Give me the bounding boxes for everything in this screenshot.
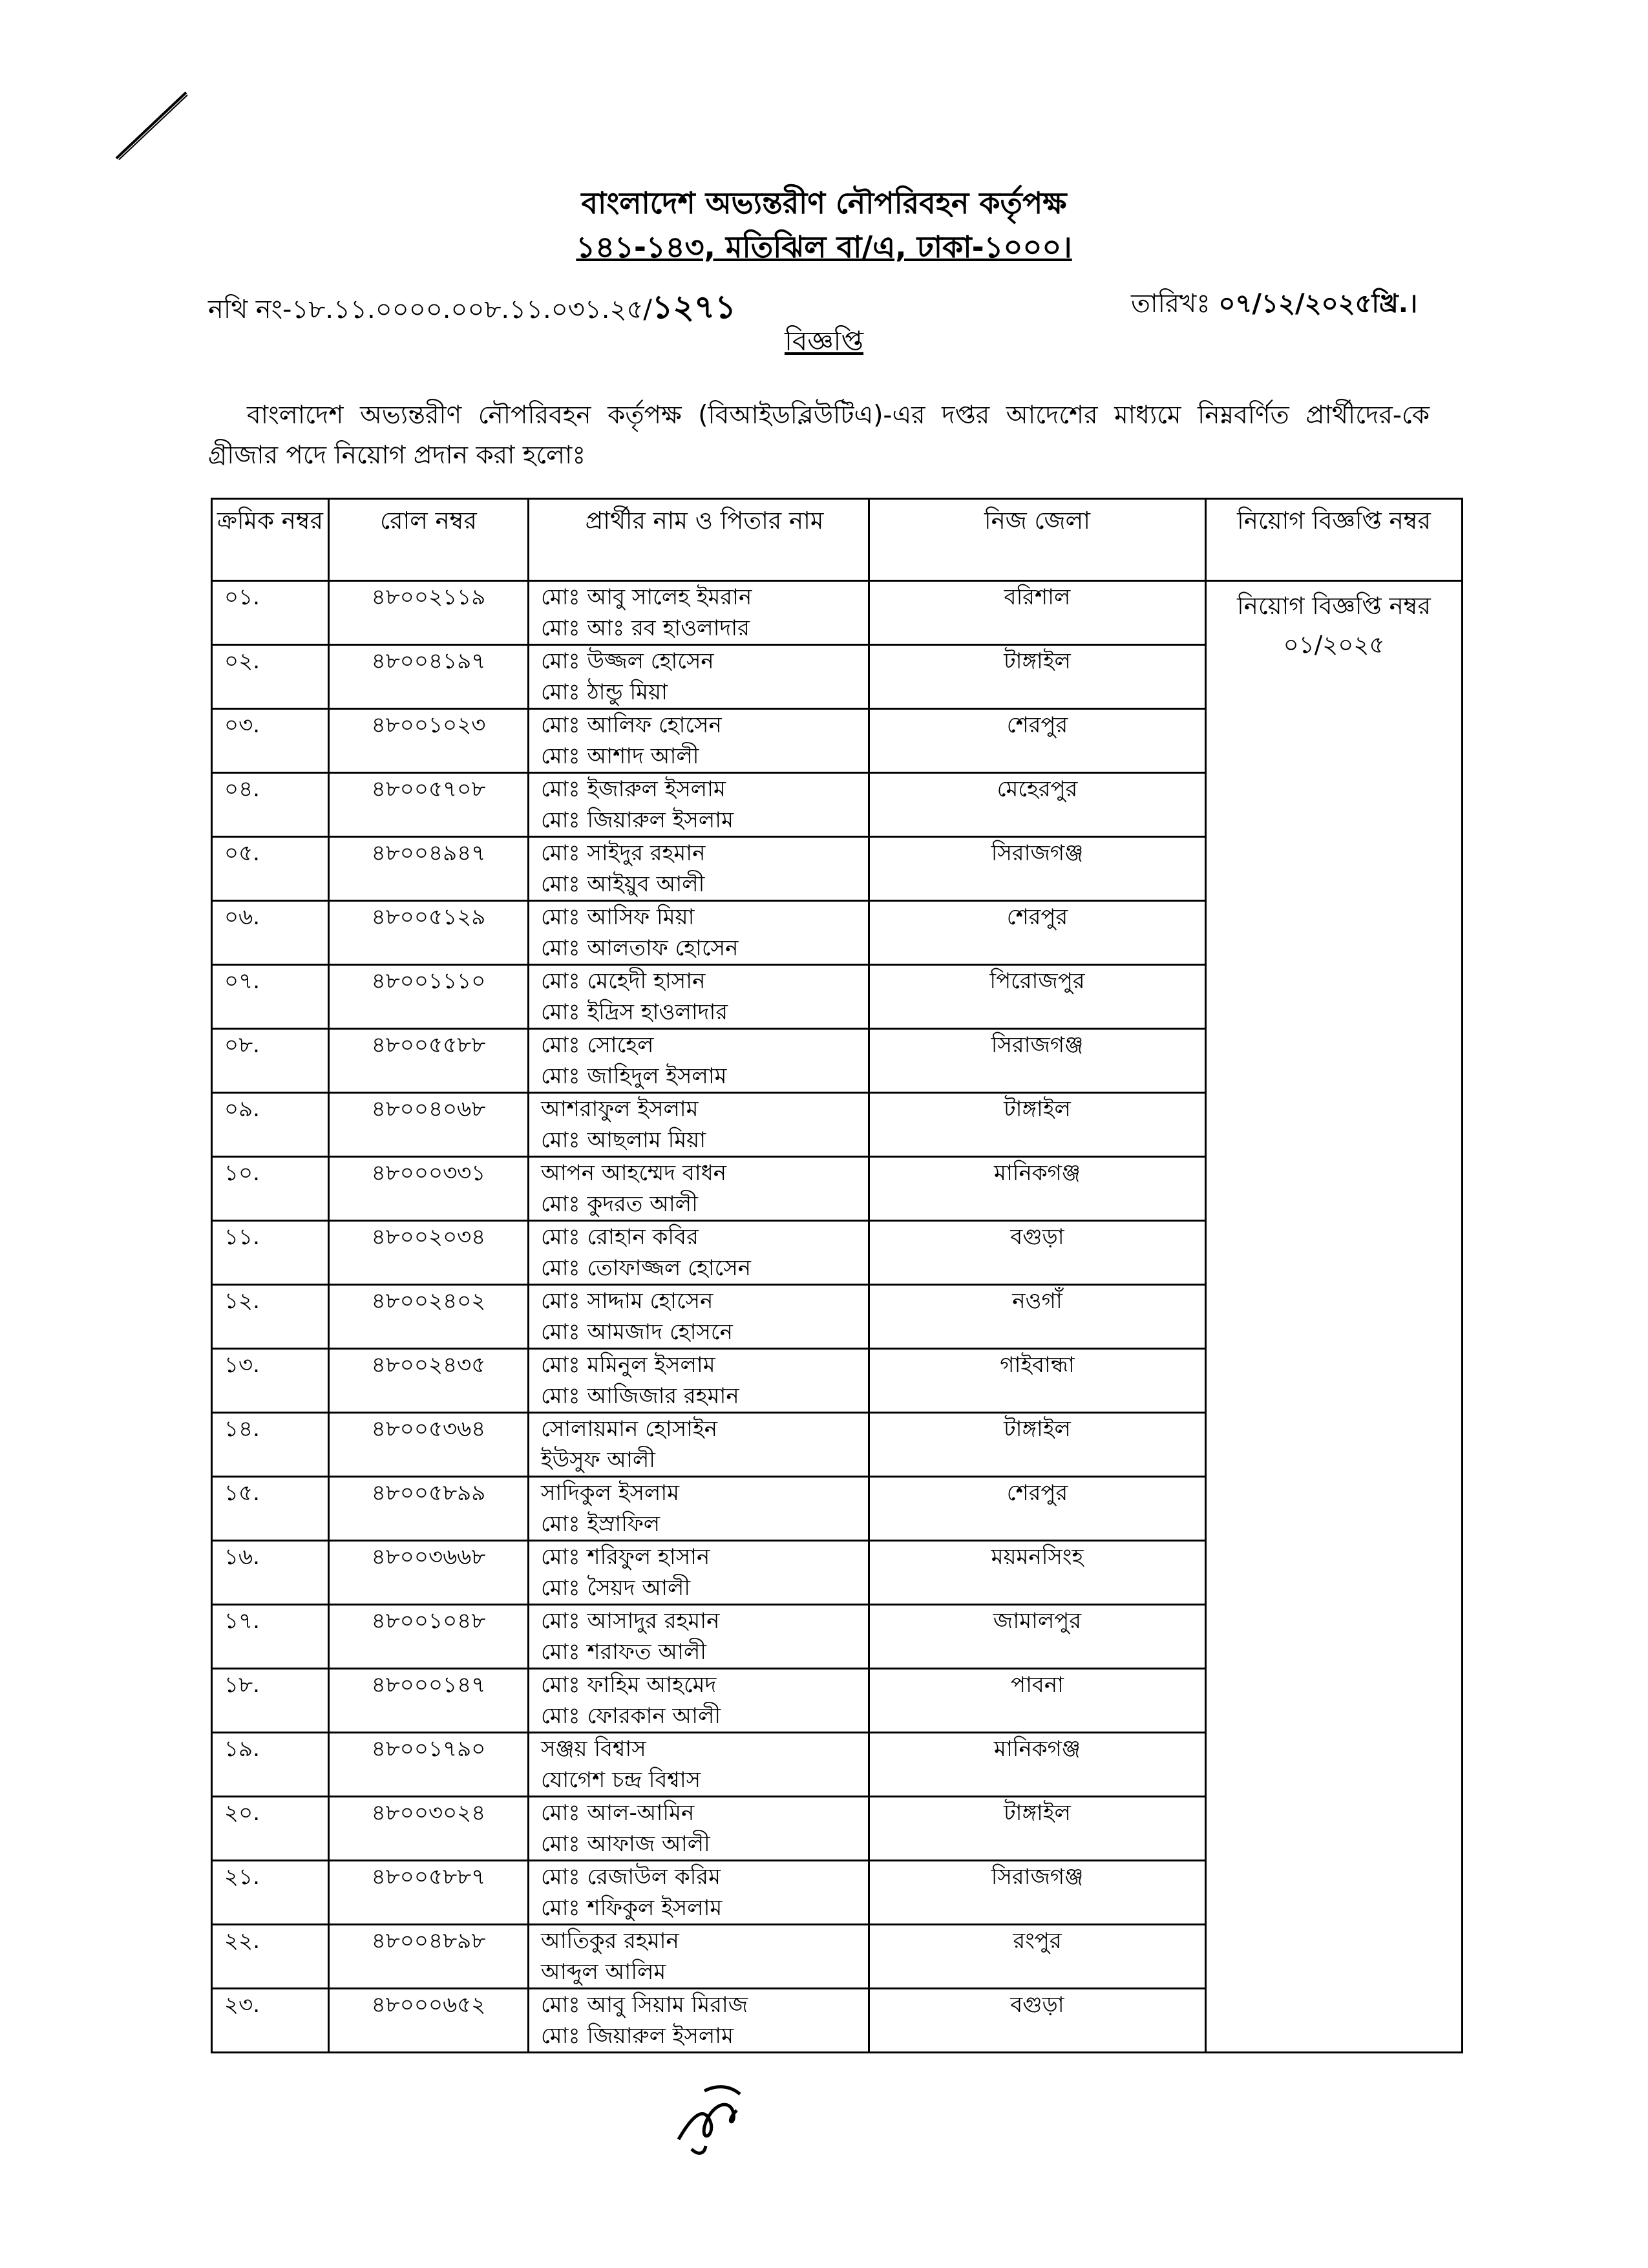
father-name: মোঃ ইস্রাফিল xyxy=(541,1511,660,1537)
roll-cell-text: ৪৮০০০৬৫২ xyxy=(371,1992,486,2018)
district-cell xyxy=(869,837,1206,901)
roll-cell xyxy=(329,901,529,965)
serial-cell-text: ০৯. xyxy=(224,1096,260,1122)
roll-cell-text: ৪৮০০৪৮৯৮ xyxy=(371,1928,486,1954)
candidate-name: আশরাফুল ইসলাম xyxy=(541,1096,699,1122)
district-cell xyxy=(869,1413,1206,1477)
organization-name: বাংলাদেশ অভ্যন্তরীণ নৌপরিবহন কর্তৃপক্ষ xyxy=(581,185,1067,220)
district-cell-text: গাইবান্ধা xyxy=(1000,1352,1075,1378)
name-cell xyxy=(529,1349,869,1413)
roll-cell xyxy=(329,1733,529,1797)
name-cell xyxy=(529,1541,869,1605)
roll-cell-text: ৪৮০০৫৮৯৯ xyxy=(371,1480,486,1506)
father-name: মোঃ আলতাফ হোসেন xyxy=(541,935,739,961)
district-cell xyxy=(869,773,1206,837)
father-name: মোঃ ফোরকান আলী xyxy=(541,1703,721,1729)
name-cell xyxy=(529,773,869,837)
serial-cell-text: ০৪. xyxy=(224,776,260,802)
district-cell-text: শেরপুর xyxy=(1006,1480,1068,1506)
serial-cell xyxy=(212,773,329,837)
district-cell xyxy=(869,1605,1206,1669)
name-cell xyxy=(529,645,869,709)
father-name: মোঃ কুদরত আলী xyxy=(541,1191,698,1217)
candidate-name: মোঃ আল-আমিন xyxy=(541,1800,695,1826)
father-name: মোঃ আঃ রব হাওলাদার xyxy=(541,615,750,641)
col-name: প্রার্থীর নাম ও পিতার নাম xyxy=(529,499,869,581)
roll-cell xyxy=(329,1093,529,1157)
roll-cell-text: ৪৮০০৪০৬৮ xyxy=(371,1096,486,1122)
roll-cell-text: ৪৮০০৪৯৪৭ xyxy=(371,840,486,866)
serial-cell-text: ০১. xyxy=(224,584,260,610)
col-serial: ক্রমিক নম্বর xyxy=(212,499,329,581)
serial-cell-text: ০৮. xyxy=(224,1032,260,1058)
district-cell-text: টাঙ্গাইল xyxy=(1004,1416,1071,1442)
district-cell-text: ময়মনসিংহ xyxy=(991,1544,1084,1570)
circular-cell xyxy=(1206,581,1463,2053)
father-name: মোঃ আমজাদ হোসনে xyxy=(541,1319,733,1345)
district-cell-text: পিরোজপুর xyxy=(989,968,1085,994)
roll-cell xyxy=(329,645,529,709)
district-cell xyxy=(869,1669,1206,1733)
district-cell xyxy=(869,1157,1206,1221)
candidate-name: সাদিকুল ইসলাম xyxy=(541,1480,680,1506)
father-name: মোঃ আছলাম মিয়া xyxy=(541,1127,706,1153)
candidate-name: মোঃ আবু সিয়াম মিরাজ xyxy=(541,1992,748,2018)
father-name: যোগেশ চন্দ্র বিশ্বাস xyxy=(541,1767,701,1793)
serial-cell-text: ২৩. xyxy=(224,1992,260,2018)
district-cell xyxy=(869,965,1206,1029)
district-cell-text: বগুড়া xyxy=(1010,1224,1064,1250)
roll-cell-text: ৪৮০০০৩৩১ xyxy=(371,1160,486,1186)
serial-cell-text: ০২. xyxy=(224,648,260,674)
serial-cell xyxy=(212,1861,329,1925)
district-cell xyxy=(869,1989,1206,2053)
district-cell-text: সিরাজগঞ্জ xyxy=(991,1032,1084,1058)
father-name: মোঃ জিয়ারুল ইসলাম xyxy=(541,807,734,833)
roll-cell xyxy=(329,1029,529,1093)
district-cell-text: মানিকগঞ্জ xyxy=(994,1160,1081,1186)
father-name: মোঃ ইদ্রিস হাওলাদার xyxy=(541,999,728,1025)
father-name: মোঃ তোফাজ্জল হোসেন xyxy=(541,1255,752,1281)
district-cell-text: টাঙ্গাইল xyxy=(1004,1800,1071,1826)
roll-cell xyxy=(329,1861,529,1925)
candidate-name: মোঃ আসাদুর রহমান xyxy=(541,1608,720,1634)
district-cell-text: মানিকগঞ্জ xyxy=(994,1736,1081,1762)
roll-cell xyxy=(329,1157,529,1221)
candidate-name: মোঃ শরিফুল হাসান xyxy=(541,1544,710,1570)
roll-cell-text: ৪৮০০১১১০ xyxy=(371,968,486,994)
serial-cell xyxy=(212,1989,329,2053)
name-cell xyxy=(529,965,869,1029)
roll-cell xyxy=(329,1669,529,1733)
district-cell xyxy=(869,1797,1206,1861)
col-circular: নিয়োগ বিজ্ঞপ্তি নম্বর xyxy=(1206,499,1463,581)
candidate-name: মোঃ রোহান কবির xyxy=(541,1224,699,1250)
father-name: মোঃ সৈয়দ আলী xyxy=(541,1575,691,1601)
roll-cell-text: ৪৮০০১৭৯০ xyxy=(371,1736,486,1762)
serial-cell-text: ১৬. xyxy=(224,1544,260,1570)
district-cell xyxy=(869,581,1206,645)
district-cell xyxy=(869,1221,1206,1285)
roll-cell-text: ৪৮০০১০২৩ xyxy=(371,712,486,738)
serial-cell xyxy=(212,1797,329,1861)
serial-cell xyxy=(212,645,329,709)
serial-cell-text: ১৭. xyxy=(224,1608,260,1634)
serial-cell-text: ০৩. xyxy=(224,712,260,738)
roll-cell xyxy=(329,1349,529,1413)
serial-cell-text: ১২. xyxy=(224,1288,260,1314)
serial-cell xyxy=(212,1669,329,1733)
father-name: ইউসুফ আলী xyxy=(541,1447,656,1473)
roll-cell xyxy=(329,1605,529,1669)
district-cell-text: জামালপুর xyxy=(993,1608,1082,1634)
serial-cell-text: ২২. xyxy=(224,1928,260,1954)
serial-cell xyxy=(212,709,329,773)
roll-cell-text: ৪৮০০৫৮৮৭ xyxy=(371,1864,486,1890)
candidate-name: সোলায়মান হোসাইন xyxy=(541,1416,717,1442)
roll-cell-text: ৪৮০০৩০২৪ xyxy=(371,1800,486,1826)
roll-cell-text: ৪৮০০২১১৯ xyxy=(371,584,486,610)
name-cell xyxy=(529,1157,869,1221)
father-name: মোঃ শরাফত আলী xyxy=(541,1639,707,1665)
address-text: ১৪১-১৪৩, মতিঝিল বা/এ, ঢাকা-১০০০। xyxy=(576,229,1072,264)
name-cell xyxy=(529,901,869,965)
organization-address xyxy=(0,225,1648,274)
candidate-name: মোঃ সাদ্দাম হোসেন xyxy=(541,1288,713,1314)
roll-cell xyxy=(329,773,529,837)
name-cell xyxy=(529,1477,869,1541)
date-label: তারিখঃ xyxy=(1131,289,1219,319)
district-cell xyxy=(869,1029,1206,1093)
candidate-name: মোঃ আসিফ মিয়া xyxy=(541,904,695,930)
roll-cell-text: ৪৮০০১০৪৮ xyxy=(371,1608,486,1634)
candidate-name: মোঃ উজ্জল হোসেন xyxy=(541,648,714,674)
district-cell-text: সিরাজগঞ্জ xyxy=(991,1864,1084,1890)
candidate-name: মোঃ সাইদুর রহমান xyxy=(541,840,706,866)
roll-cell xyxy=(329,837,529,901)
roll-cell xyxy=(329,1797,529,1861)
father-name: মোঃ ঠান্ডু মিয়া xyxy=(541,679,668,705)
roll-cell xyxy=(329,1477,529,1541)
father-name: আব্দুল আলিম xyxy=(541,1959,666,1985)
father-name: মোঃ আশাদ আলী xyxy=(541,743,699,769)
father-name: মোঃ জাহিদুল ইসলাম xyxy=(541,1063,727,1089)
signature xyxy=(666,2078,763,2162)
serial-cell xyxy=(212,1285,329,1349)
name-cell xyxy=(529,1285,869,1349)
roll-cell-text: ৪৮০০৫৩৬৪ xyxy=(371,1416,486,1442)
name-cell xyxy=(529,1733,869,1797)
serial-cell-text: ২১. xyxy=(224,1864,260,1890)
name-cell xyxy=(529,581,869,645)
name-cell xyxy=(529,709,869,773)
roll-cell-text: ৪৮০০৩৬৬৮ xyxy=(371,1544,486,1570)
father-name: মোঃ আফাজ আলী xyxy=(541,1831,710,1857)
father-name: মোঃ শফিকুল ইসলাম xyxy=(541,1895,723,1921)
district-cell xyxy=(869,1093,1206,1157)
memo-handwritten-number: ১২৭১ xyxy=(651,288,736,326)
candidate-name: আতিকুর রহমান xyxy=(541,1928,679,1954)
district-cell-text: মেহেরপুর xyxy=(997,776,1078,802)
serial-cell xyxy=(212,901,329,965)
col-district: নিজ জেলা xyxy=(869,499,1206,581)
district-cell xyxy=(869,1861,1206,1925)
roll-cell-text: ৪৮০০৫৫৮৮ xyxy=(371,1032,486,1058)
serial-cell xyxy=(212,1477,329,1541)
father-name: মোঃ আজিজার রহমান xyxy=(541,1383,739,1409)
serial-cell xyxy=(212,1925,329,1989)
serial-cell-text: ১৮. xyxy=(224,1672,260,1698)
district-cell-text: টাঙ্গাইল xyxy=(1004,648,1071,674)
district-cell xyxy=(869,1349,1206,1413)
notice-body: বাংলাদেশ অভ্যন্তরীণ নৌপরিবহন কর্তৃপক্ষ (বিআইডব্লিউটিএ)-এর দপ্তর আদেশের মাধ্যমে নিম্নবর্ণিত প্রার্থীদের-কে গ্রীজার পদে নিয়োগ প্রদান করা হলোঃ xyxy=(208,401,1430,470)
appointee-table xyxy=(211,498,1463,2053)
candidate-name: মোঃ ফাহিম আহমেদ xyxy=(541,1672,717,1698)
roll-cell-text: ৪৮০০৪১৯৭ xyxy=(371,648,486,674)
name-cell xyxy=(529,1029,869,1093)
name-cell xyxy=(529,1413,869,1477)
roll-cell-text: ৪৮০০২০৩৪ xyxy=(371,1224,486,1250)
district-cell-text: বরিশাল xyxy=(1004,584,1071,610)
district-cell-text: সিরাজগঞ্জ xyxy=(991,840,1084,866)
roll-cell xyxy=(329,1413,529,1477)
name-cell xyxy=(529,1669,869,1733)
serial-cell xyxy=(212,965,329,1029)
roll-cell-text: ৪৮০০২৪৩৫ xyxy=(371,1352,486,1378)
serial-cell-text: ১৯. xyxy=(224,1736,260,1762)
serial-cell xyxy=(212,1029,329,1093)
district-cell-text: নওগাঁ xyxy=(1012,1288,1062,1314)
table-row xyxy=(212,581,1463,645)
roll-cell xyxy=(329,965,529,1029)
serial-cell xyxy=(212,837,329,901)
district-cell-text: টাঙ্গাইল xyxy=(1004,1096,1071,1122)
candidate-name: সঞ্জয় বিশ্বাস xyxy=(541,1736,646,1762)
district-cell xyxy=(869,1733,1206,1797)
serial-cell xyxy=(212,1541,329,1605)
name-cell xyxy=(529,837,869,901)
name-cell xyxy=(529,1861,869,1925)
roll-cell-text: ৪৮০০৫৭০৮ xyxy=(371,776,486,802)
serial-cell xyxy=(212,1413,329,1477)
memo-prefix: নথি নং-১৮.১১.০০০০.০০৮.১১.০৩১.২৫/ xyxy=(208,295,652,324)
notice-heading xyxy=(0,320,1648,366)
serial-cell xyxy=(212,1349,329,1413)
roll-cell-text: ৪৮০০২৪০২ xyxy=(371,1288,486,1314)
roll-cell xyxy=(329,1541,529,1605)
district-cell xyxy=(869,1477,1206,1541)
serial-cell-text: ১৫. xyxy=(224,1480,260,1506)
serial-cell-text: ১১. xyxy=(224,1224,260,1250)
district-cell-text: বগুড়া xyxy=(1010,1992,1064,2018)
candidate-name: মোঃ ইজারুল ইসলাম xyxy=(541,776,726,802)
serial-cell-text: ২০. xyxy=(224,1800,260,1826)
notice-title: বিজ্ঞপ্তি xyxy=(784,325,864,357)
roll-cell-text: ৪৮০০০১৪৭ xyxy=(371,1672,486,1698)
col-roll: রোল নম্বর xyxy=(329,499,529,581)
candidate-name: মোঃ মেহেদী হাসান xyxy=(541,968,706,994)
name-cell xyxy=(529,1221,869,1285)
circular-number: ০১/২০২৫ xyxy=(1283,631,1385,659)
roll-cell xyxy=(329,1925,529,1989)
name-cell xyxy=(529,1093,869,1157)
candidate-name: মোঃ রেজাউল করিম xyxy=(541,1864,721,1890)
candidate-name: মোঃ মমিনুল ইসলাম xyxy=(541,1352,715,1378)
serial-cell xyxy=(212,581,329,645)
serial-cell xyxy=(212,1157,329,1221)
district-cell xyxy=(869,645,1206,709)
serial-cell xyxy=(212,1221,329,1285)
serial-cell-text: ১৪. xyxy=(224,1416,260,1442)
serial-cell-text: ০৬. xyxy=(224,904,260,930)
date-value: ০৭/১২/২০২৫খ্রি.। xyxy=(1218,289,1418,319)
table-header-row xyxy=(212,499,1463,581)
candidate-name: আপন আহম্মেদ বাধন xyxy=(541,1160,727,1186)
circular-label: নিয়োগ বিজ্ঞপ্তি নম্বর xyxy=(1237,592,1431,620)
name-cell xyxy=(529,1797,869,1861)
candidate-name: মোঃ আলিফ হোসেন xyxy=(541,712,722,738)
roll-cell xyxy=(329,1285,529,1349)
district-cell xyxy=(869,1285,1206,1349)
serial-cell-text: ০৭. xyxy=(224,968,260,994)
roll-cell xyxy=(329,1221,529,1285)
district-cell xyxy=(869,901,1206,965)
district-cell-text: শেরপুর xyxy=(1006,712,1068,738)
serial-cell-text: ১৩. xyxy=(224,1352,260,1378)
pen-stroke-mark xyxy=(110,87,194,165)
roll-cell xyxy=(329,1989,529,2053)
serial-cell xyxy=(212,1605,329,1669)
serial-cell xyxy=(212,1733,329,1797)
serial-cell xyxy=(212,1093,329,1157)
district-cell-text: শেরপুর xyxy=(1006,904,1068,930)
roll-cell xyxy=(329,581,529,645)
roll-cell xyxy=(329,709,529,773)
father-name: মোঃ জিয়ারুল ইসলাম xyxy=(541,2023,734,2049)
father-name: মোঃ আইয়ুব আলী xyxy=(541,871,705,897)
name-cell xyxy=(529,1605,869,1669)
serial-cell-text: ০৫. xyxy=(224,840,260,866)
candidate-name: মোঃ সোহেল xyxy=(541,1032,654,1058)
district-cell xyxy=(869,1925,1206,1989)
district-cell-text: পাবনা xyxy=(1010,1672,1064,1698)
candidate-name: মোঃ আবু সালেহ ইমরান xyxy=(541,584,752,610)
roll-cell-text: ৪৮০০৫১২৯ xyxy=(371,904,486,930)
serial-cell-text: ১০. xyxy=(224,1160,260,1186)
district-cell-text: রংপুর xyxy=(1013,1928,1062,1954)
district-cell xyxy=(869,709,1206,773)
name-cell xyxy=(529,1989,869,2053)
district-cell xyxy=(869,1541,1206,1605)
name-cell xyxy=(529,1925,869,1989)
